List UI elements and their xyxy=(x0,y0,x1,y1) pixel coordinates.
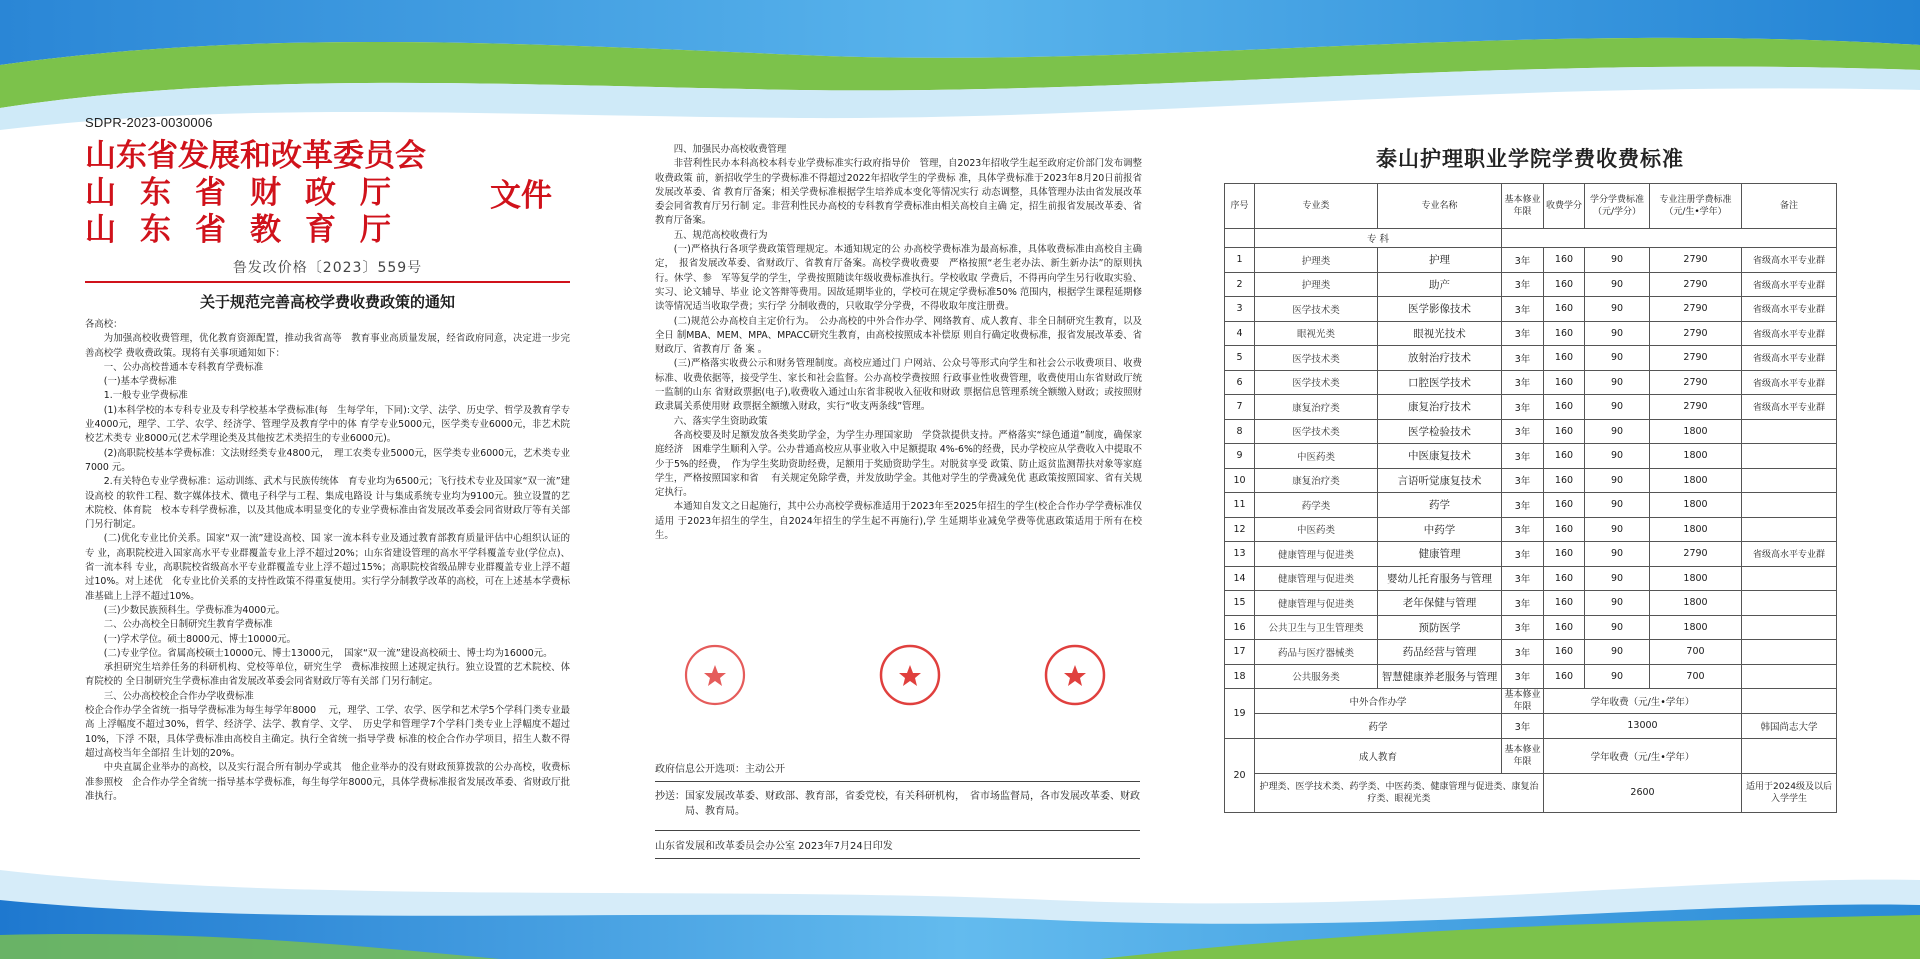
cell-years: 3年 xyxy=(1502,517,1544,542)
cell-name: 老年保健与管理 xyxy=(1378,591,1502,616)
cell-no: 14 xyxy=(1225,566,1255,591)
paragraph: (1)本科学校的本专科专业及专科学校基本学费标准(每 生每学年，下同):文学、法学、历史学、哲学及教育学专业4000元，理学、工学、农学、经济学、管理学及教育学中的体 育学专业5000元，医学类专业6000元，非艺术院校艺术类专 业8000元(艺术学理论类及其他按艺术类招生的专业6000元)。 xyxy=(85,404,570,445)
cell-no: 4 xyxy=(1225,321,1255,346)
cell-name: 助产 xyxy=(1378,272,1502,297)
cell-years: 3年 xyxy=(1502,248,1544,273)
cell-credits: 160 xyxy=(1544,640,1585,665)
issuer-3: 山东省教育厅 xyxy=(85,212,415,248)
adult-fee-header: 学年收费（元/生•学年） xyxy=(1544,738,1742,773)
table-row xyxy=(1225,689,1837,714)
adult-note: 适用于2024级及以后入学学生 xyxy=(1742,773,1837,812)
cell-no: 3 xyxy=(1225,297,1255,322)
header-cell: 学分学费标准（元/学分） xyxy=(1585,184,1650,229)
red-divider xyxy=(85,281,570,283)
issuer-1: 山东省发展和改革委员会 xyxy=(85,138,426,174)
cell-cat: 健康管理与促进类 xyxy=(1255,566,1378,591)
cell-note xyxy=(1742,517,1837,542)
cell-no: 5 xyxy=(1225,346,1255,371)
paragraph: 六、落实学生资助政策 xyxy=(673,415,768,427)
coop-years-header: 基本修业年限 xyxy=(1502,689,1544,714)
table-row xyxy=(1225,542,1837,567)
cell-cat: 药学类 xyxy=(1255,493,1378,518)
cell-cat: 医学技术类 xyxy=(1255,346,1378,371)
table-row xyxy=(1225,419,1837,444)
table-row xyxy=(1225,738,1837,773)
paragraph: 本通知自发文之日起施行，其中公办高校学费标准适用于2023年至2025年招生的学生(校企合作办学学费标准仅适用 于2023年招生的学生，自2024年招生的学生起不再施行),学 生延期毕业减免学费等优惠政策适用于所有在校生。 xyxy=(655,501,1142,542)
issued-by: 山东省发展和改革委员会办公室 2023年7月24日印发 xyxy=(655,841,893,852)
cell-note xyxy=(1742,468,1837,493)
cell-per: 90 xyxy=(1585,591,1650,616)
cell-reg: 2790 xyxy=(1650,272,1742,297)
document-number: SDPR-2023-0030006 xyxy=(85,115,213,130)
paragraph: 四、加强民办高校收费管理 xyxy=(673,144,787,155)
cell-years: 3年 xyxy=(1502,615,1544,640)
cell-reg: 2790 xyxy=(1650,248,1742,273)
cell-note xyxy=(1742,493,1837,518)
table-row xyxy=(1225,395,1837,420)
cell-years: 3年 xyxy=(1502,395,1544,420)
cc-block xyxy=(655,789,1140,819)
cell-cat: 康复治疗类 xyxy=(1255,468,1378,493)
row-number: 19 xyxy=(1225,689,1255,739)
cell-reg: 700 xyxy=(1650,640,1742,665)
cell-credits: 160 xyxy=(1544,542,1585,567)
adult-programs: 护理类、医学技术类、药学类、中医药类、健康管理与促进类、康复治疗类、眼视光类 xyxy=(1255,773,1544,812)
meta-divider-2 xyxy=(655,830,1140,831)
paragraph: 为加强高校收费管理，优化教育资源配置，推动我省高等 教育事业高质量发展，经省政府同意，决定进一步完善高校学 费收费政策。现将有关事项通知如下： xyxy=(85,333,570,359)
adult-years-header: 基本修业年限 xyxy=(1502,738,1544,773)
cell-note xyxy=(1742,591,1837,616)
cell-per: 90 xyxy=(1585,493,1650,518)
cell-no: 18 xyxy=(1225,664,1255,689)
table-row xyxy=(1225,566,1837,591)
cell-credits: 160 xyxy=(1544,444,1585,469)
cell-reg: 2790 xyxy=(1650,395,1742,420)
cell-reg: 700 xyxy=(1650,664,1742,689)
coop-fee-header: 学年收费（元/生•学年） xyxy=(1544,689,1742,714)
cell-years: 3年 xyxy=(1502,346,1544,371)
cell-no: 2 xyxy=(1225,272,1255,297)
adult-fee: 2600 xyxy=(1544,773,1742,812)
cell-years: 3年 xyxy=(1502,468,1544,493)
cell-name: 护理 xyxy=(1378,248,1502,273)
cell-credits: 160 xyxy=(1544,395,1585,420)
cell-reg: 1800 xyxy=(1650,419,1742,444)
cell-note xyxy=(1742,566,1837,591)
paragraph: (一)严格执行各项学费政策管理规定。本通知规定的公 办高校学费标准为最高标准，具体收费标准由高校自主确定， 报省发展改革委、省财政厅、省教育厅备案。高校学费收费要 严格按照“老生老办法、新生新办法”的原则执行。休学、参 军等复学的学生，学费按照随读年级收费标准执行。学校收取 学费后，不得再向学生另行收取实验、实习、论文辅导、毕业 论文答辩等费用。因故延期毕业的，学校可在规定学费标准50% 范围内，根据学生课程延期修读等情况适当收取学费；实行学 分制收费的，只收取学分学费，不得收取年度注册费。 xyxy=(655,244,1142,313)
left-column xyxy=(85,115,570,804)
cell-per: 90 xyxy=(1585,664,1650,689)
official-seals xyxy=(650,643,1150,713)
cell-per: 90 xyxy=(1585,272,1650,297)
cell-reg: 2790 xyxy=(1650,346,1742,371)
cell-note: 省级高水平专业群 xyxy=(1742,542,1837,567)
table-row xyxy=(1225,517,1837,542)
cell-per: 90 xyxy=(1585,566,1650,591)
cell-credits: 160 xyxy=(1544,664,1585,689)
cell-name: 智慧健康养老服务与管理 xyxy=(1378,664,1502,689)
table-row xyxy=(1225,297,1837,322)
cell-per: 90 xyxy=(1585,640,1650,665)
table-row xyxy=(1225,493,1837,518)
coop-program: 药学 xyxy=(1255,714,1502,739)
header-cell: 专业名称 xyxy=(1378,184,1502,229)
disclosure-line: 政府信息公开选项：主动公开 xyxy=(655,764,785,775)
cc-text: 国家发展改革委、财政部、教育部，省委党校，有关科研机构， 省市场监督局，各市发展改革委、财政局、教育局。 xyxy=(685,791,1140,817)
cell-cat: 中医药类 xyxy=(1255,517,1378,542)
cell-note xyxy=(1742,444,1837,469)
cell-credits: 160 xyxy=(1544,517,1585,542)
cell-years: 3年 xyxy=(1502,272,1544,297)
cell-years: 3年 xyxy=(1502,321,1544,346)
paragraph: 中央直属企业举办的高校，以及实行混合所有制办学或其 他企业举办的没有财政预算拨款的公办高校，收费标准参照校 企合作办学全省统一指导基本学费标准，每生每学年8000元，具体学费标准报省发展改革委、省财政厅批准执行。 xyxy=(85,762,570,802)
cell-credits: 160 xyxy=(1544,493,1585,518)
paragraph: (三)严格落实收费公示和财务管理制度。高校应通过门 户网站、公众号等形式向学生和社会公示收费项目、收费标准、收费依据等，接受学生、家长和社会监督。公办高校学费按照 行政事业性收费管理，收费使用山东省财政厅统一监制的山东 省财政票据(电子),收费收入通过山东省非税收入征收和财政 票据信息管理系统全额缴入财政；或按照财政隶属关系使用财 政票据全额缴入财政，实行“收支两条线”管理。 xyxy=(655,358,1142,413)
seal-education xyxy=(1043,643,1107,707)
paragraph: (一)学术学位。硕士8000元、博士10000元。 xyxy=(103,633,297,645)
cell-cat: 医学技术类 xyxy=(1255,297,1378,322)
cell-per: 90 xyxy=(1585,248,1650,273)
cc-label: 抄送： xyxy=(655,791,685,802)
cell-note: 省级高水平专业群 xyxy=(1742,321,1837,346)
cell-per: 90 xyxy=(1585,444,1650,469)
cell-per: 90 xyxy=(1585,542,1650,567)
meta-divider-1 xyxy=(655,781,1140,782)
issuer-suffix: 文件 xyxy=(490,178,552,214)
cell-per: 90 xyxy=(1585,346,1650,371)
cell-reg: 1800 xyxy=(1650,615,1742,640)
cell-credits: 160 xyxy=(1544,468,1585,493)
cell-per: 90 xyxy=(1585,517,1650,542)
cell-name: 预防医学 xyxy=(1378,615,1502,640)
cell-name: 药学 xyxy=(1378,493,1502,518)
cell-reg: 2790 xyxy=(1650,297,1742,322)
table-row xyxy=(1225,444,1837,469)
cell-credits: 160 xyxy=(1544,297,1585,322)
cell-no: 6 xyxy=(1225,370,1255,395)
cell-note: 省级高水平专业群 xyxy=(1742,346,1837,371)
table-row xyxy=(1225,640,1837,665)
table-row xyxy=(1225,248,1837,273)
cell-credits: 160 xyxy=(1544,248,1585,273)
seal-finance xyxy=(878,643,942,707)
cell-cat: 中医药类 xyxy=(1255,444,1378,469)
cell-per: 90 xyxy=(1585,321,1650,346)
cell-name: 放射治疗技术 xyxy=(1378,346,1502,371)
cell-credits: 160 xyxy=(1544,566,1585,591)
issuer-block xyxy=(85,138,570,249)
paragraph: 一、公办高校普通本专科教育学费标准 xyxy=(103,361,264,373)
header-cell: 基本修业年限 xyxy=(1502,184,1544,229)
cell-name: 中药学 xyxy=(1378,517,1502,542)
cell-reg: 1800 xyxy=(1650,591,1742,616)
header-cell: 专业类 xyxy=(1255,184,1378,229)
table-row xyxy=(1225,321,1837,346)
cell-years: 3年 xyxy=(1502,419,1544,444)
coop-label: 中外合作办学 xyxy=(1255,689,1502,714)
cell-years: 3年 xyxy=(1502,493,1544,518)
cell-note: 省级高水平专业群 xyxy=(1742,370,1837,395)
cell-note xyxy=(1742,419,1837,444)
paragraph: (二)优化专业比价关系。国家“双一流”建设高校、国 家一流本科专业及通过教育部教育质量评估中心组织认证的专 业，高职院校进入国家高水平专业群覆盖专业上浮不超过20%；山东省建设管理的高水平学科覆盖专业(学位点)、省一流本科 专业，高职院校省级高水平专业群覆盖专业上浮不超过15%；高职院校省级品牌专业群覆盖专业上浮不超过10%。对上述优 化专业比价关系的支持性政策不得重复使用。实行学分制教学改革的高校，可在上述基本学费标准基础上上浮不超过10%。 xyxy=(85,533,570,602)
cell-note xyxy=(1742,640,1837,665)
header-cell: 专业注册学费标准（元/生•学年） xyxy=(1650,184,1742,229)
coop-years: 3年 xyxy=(1502,714,1544,739)
notice-body-left xyxy=(85,318,570,804)
paragraph: 校企合作办学全省统一指导学费标准为每生每学年8000 元，理学、工学、农学、医学和艺术学5个学科门类专业最高 上浮幅度不超过30%，哲学、经济学、法学、教育学、文学、 历史学和管理学7个学科门类专业上浮幅度不超过10%，下浮 不限，具体学费标准由高校自主确定。执行全省统一指导学费 标准的校企合作办学项目，招生人数不得超过高校当年全部招 生计划的20%。 xyxy=(85,705,570,759)
section-label: 专 科 xyxy=(1255,229,1502,248)
cell-no: 9 xyxy=(1225,444,1255,469)
paragraph: 1.一般专业学费标准 xyxy=(103,390,188,402)
meta-divider-3 xyxy=(655,858,1140,859)
notice-body-middle xyxy=(655,143,1142,543)
cell-years: 3年 xyxy=(1502,640,1544,665)
cell-no: 12 xyxy=(1225,517,1255,542)
adult-label: 成人教育 xyxy=(1255,738,1502,773)
cell-per: 90 xyxy=(1585,419,1650,444)
cell-no: 10 xyxy=(1225,468,1255,493)
cell-name: 中医康复技术 xyxy=(1378,444,1502,469)
header-cell: 收费学分 xyxy=(1544,184,1585,229)
cell-note xyxy=(1742,615,1837,640)
cell-credits: 160 xyxy=(1544,615,1585,640)
cell-reg: 1800 xyxy=(1650,566,1742,591)
cell-reg: 1800 xyxy=(1650,468,1742,493)
table-row xyxy=(1225,370,1837,395)
cell-note xyxy=(1742,664,1837,689)
seal-development-reform xyxy=(683,643,747,707)
cell-credits: 160 xyxy=(1544,370,1585,395)
cell-name: 医学影像技术 xyxy=(1378,297,1502,322)
cell-credits: 160 xyxy=(1544,321,1585,346)
paragraph: 二、公办高校全日制研究生教育学费标准 xyxy=(103,619,273,631)
table-row xyxy=(1225,591,1837,616)
cell-name: 眼视光技术 xyxy=(1378,321,1502,346)
cell-cat: 医学技术类 xyxy=(1255,419,1378,444)
cell-years: 3年 xyxy=(1502,664,1544,689)
cell-per: 90 xyxy=(1585,395,1650,420)
issue-reference: 鲁发改价格〔2023〕559号 xyxy=(232,260,423,276)
header-cell: 序号 xyxy=(1225,184,1255,229)
cell-name: 言语听觉康复技术 xyxy=(1378,468,1502,493)
table-row xyxy=(1225,664,1837,689)
cell-cat: 护理类 xyxy=(1255,272,1378,297)
cell-credits: 160 xyxy=(1544,591,1585,616)
paragraph: 承担研究生培养任务的科研机构、党校等单位，研究生学 费标准按照上述规定执行。独立设置的艺术院校、体育院校的 全日制研究生学费标准由省发展改革委会同省财政厅等有关部 门另行制定。 xyxy=(85,662,570,688)
cell-cat: 健康管理与促进类 xyxy=(1255,591,1378,616)
cell-reg: 1800 xyxy=(1650,444,1742,469)
notice-title: 关于规范完善高校学费收费政策的通知 xyxy=(199,293,455,311)
table-row xyxy=(1225,468,1837,493)
cell-name: 婴幼儿托育服务与管理 xyxy=(1378,566,1502,591)
cell-note: 省级高水平专业群 xyxy=(1742,248,1837,273)
fee-table xyxy=(1224,183,1837,813)
cell-cat: 护理类 xyxy=(1255,248,1378,273)
cell-no: 17 xyxy=(1225,640,1255,665)
cell-years: 3年 xyxy=(1502,542,1544,567)
coop-fee: 13000 xyxy=(1544,714,1742,739)
table-row xyxy=(1225,615,1837,640)
table-row xyxy=(1225,773,1837,812)
cell-name: 医学检验技术 xyxy=(1378,419,1502,444)
cell-no: 15 xyxy=(1225,591,1255,616)
table-row xyxy=(1225,272,1837,297)
row-number: 20 xyxy=(1225,738,1255,812)
paragraph: 五、规范高校收费行为 xyxy=(673,229,768,241)
cell-reg: 2790 xyxy=(1650,542,1742,567)
cell-no: 1 xyxy=(1225,248,1255,273)
header-cell: 备注 xyxy=(1742,184,1837,229)
table-row xyxy=(1225,714,1837,739)
middle-column xyxy=(655,143,1142,543)
coop-partner: 韩国尚志大学 xyxy=(1742,714,1837,739)
cell-years: 3年 xyxy=(1502,591,1544,616)
cell-cat: 康复治疗类 xyxy=(1255,395,1378,420)
cell-credits: 160 xyxy=(1544,272,1585,297)
cell-per: 90 xyxy=(1585,297,1650,322)
cell-name: 药品经营与管理 xyxy=(1378,640,1502,665)
cell-note: 省级高水平专业群 xyxy=(1742,272,1837,297)
cell-note: 省级高水平专业群 xyxy=(1742,395,1837,420)
cell-cat: 公共卫生与卫生管理类 xyxy=(1255,615,1378,640)
cell-credits: 160 xyxy=(1544,346,1585,371)
table-row xyxy=(1225,346,1837,371)
cell-credits: 160 xyxy=(1544,419,1585,444)
cell-no: 7 xyxy=(1225,395,1255,420)
issuer-2: 山东省财政厅 xyxy=(85,175,415,211)
cell-reg: 2790 xyxy=(1650,321,1742,346)
cell-name: 康复治疗技术 xyxy=(1378,395,1502,420)
paragraph: (二)专业学位。省属高校硕士10000元、博士13000元， 国家“双一流”建设高校硕士、博士均为16000元。 xyxy=(103,647,553,659)
cell-per: 90 xyxy=(1585,370,1650,395)
cell-cat: 公共服务类 xyxy=(1255,664,1378,689)
cell-reg: 1800 xyxy=(1650,493,1742,518)
cell-per: 90 xyxy=(1585,468,1650,493)
cell-years: 3年 xyxy=(1502,566,1544,591)
paragraph: 2.有关特色专业学费标准：运动训练、武术与民族传统体 育专业均为6500元；飞行技术专业及国家“双一流”建设高校 的软件工程、数字媒体技术、微电子科学与工程、集成电路设 计与集成系统专业均为9100元。独立设置的艺术院校、体育院 校本专科学费标准，以及其他成本明显变化的专业学费标准由省发展改革委会同省财政厅等有关部门另行制定。 xyxy=(85,476,570,531)
cell-name: 口腔医学技术 xyxy=(1378,370,1502,395)
paragraph: 各高校要及时足额发放各类奖助学金，为学生办理国家助 学贷款提供支持。严格落实“绿色通道”制度，确保家庭经济 困难学生顺利入学。公办普通高校应从事业收入中足额提取 4%-6%的经费，民办学校应从学费收入中提取不少于5%的经费， 作为学生奖助资助经费，足额用于奖励资助学生。对脱贫享受 政策、防止返贫监测帮扶对象等家庭学生，严格按照国家和省 有关规定免除学费，并发放助学金。其他对学生的学费减免优 惠政策按照国家、省有关规定执行。 xyxy=(655,429,1142,499)
paragraph: (二)规范公办高校自主定价行为。 公办高校的中外合作办学、网络教育、成人教育、非全日制研究生教育，以及全日 制MBA、MEM、MPA、MPACC研究生教育，由高校按照成本补偿原 则自行确定收费标准，报省发展改革委、省财政厅、省教育厅 备 案 。 xyxy=(655,315,1142,356)
table-title: 泰山护理职业学院学费收费标准 xyxy=(1376,146,1684,171)
cell-reg: 2790 xyxy=(1650,370,1742,395)
cell-years: 3年 xyxy=(1502,444,1544,469)
cell-cat: 医学技术类 xyxy=(1255,370,1378,395)
cell-cat: 健康管理与促进类 xyxy=(1255,542,1378,567)
paragraph: 非营利性民办本科高校本科专业学费标准实行政府指导价 管理，自2023年招收学生起至政府定价部门发布调整收费政策 前，新招收学生的学费标准不得超过2022年招收学生的学费标 准，具体学费标准于2023年8月20日前报省发展改革委、省 教育厅备案；相关学费标准根据学生培养成本变化等情况实行 动态调整，具体管理办法由省发展改革委会同省教育厅另行制 定。非营利性民办高校的专科教育学费标准由相关高校自主确 定，招生前报省发展改革委、省教育厅备案。 xyxy=(655,158,1142,227)
cell-cat: 药品与医疗器械类 xyxy=(1255,640,1378,665)
cell-per: 90 xyxy=(1585,615,1650,640)
cell-no: 8 xyxy=(1225,419,1255,444)
cell-no: 16 xyxy=(1225,615,1255,640)
paragraph: 三、公办高校校企合作办学收费标准 xyxy=(103,690,254,702)
section-row xyxy=(1225,229,1837,248)
cell-no: 11 xyxy=(1225,493,1255,518)
paragraph: (一)基本学费标准 xyxy=(103,376,177,388)
paragraph: 各高校： xyxy=(85,319,123,330)
cell-note: 省级高水平专业群 xyxy=(1742,297,1837,322)
cell-reg: 1800 xyxy=(1650,517,1742,542)
cell-name: 健康管理 xyxy=(1378,542,1502,567)
table-header-row xyxy=(1225,184,1837,229)
cell-cat: 眼视光类 xyxy=(1255,321,1378,346)
cell-years: 3年 xyxy=(1502,297,1544,322)
cell-years: 3年 xyxy=(1502,370,1544,395)
paragraph: (2)高职院校基本学费标准：文法财经类专业4800元， 理工农类专业5000元，医学类专业6000元，艺术类专业7000 元。 xyxy=(85,447,570,473)
fee-table-section xyxy=(1224,143,1836,813)
cell-no: 13 xyxy=(1225,542,1255,567)
paragraph: (三)少数民族预科生。学费标准为4000元。 xyxy=(103,604,285,616)
